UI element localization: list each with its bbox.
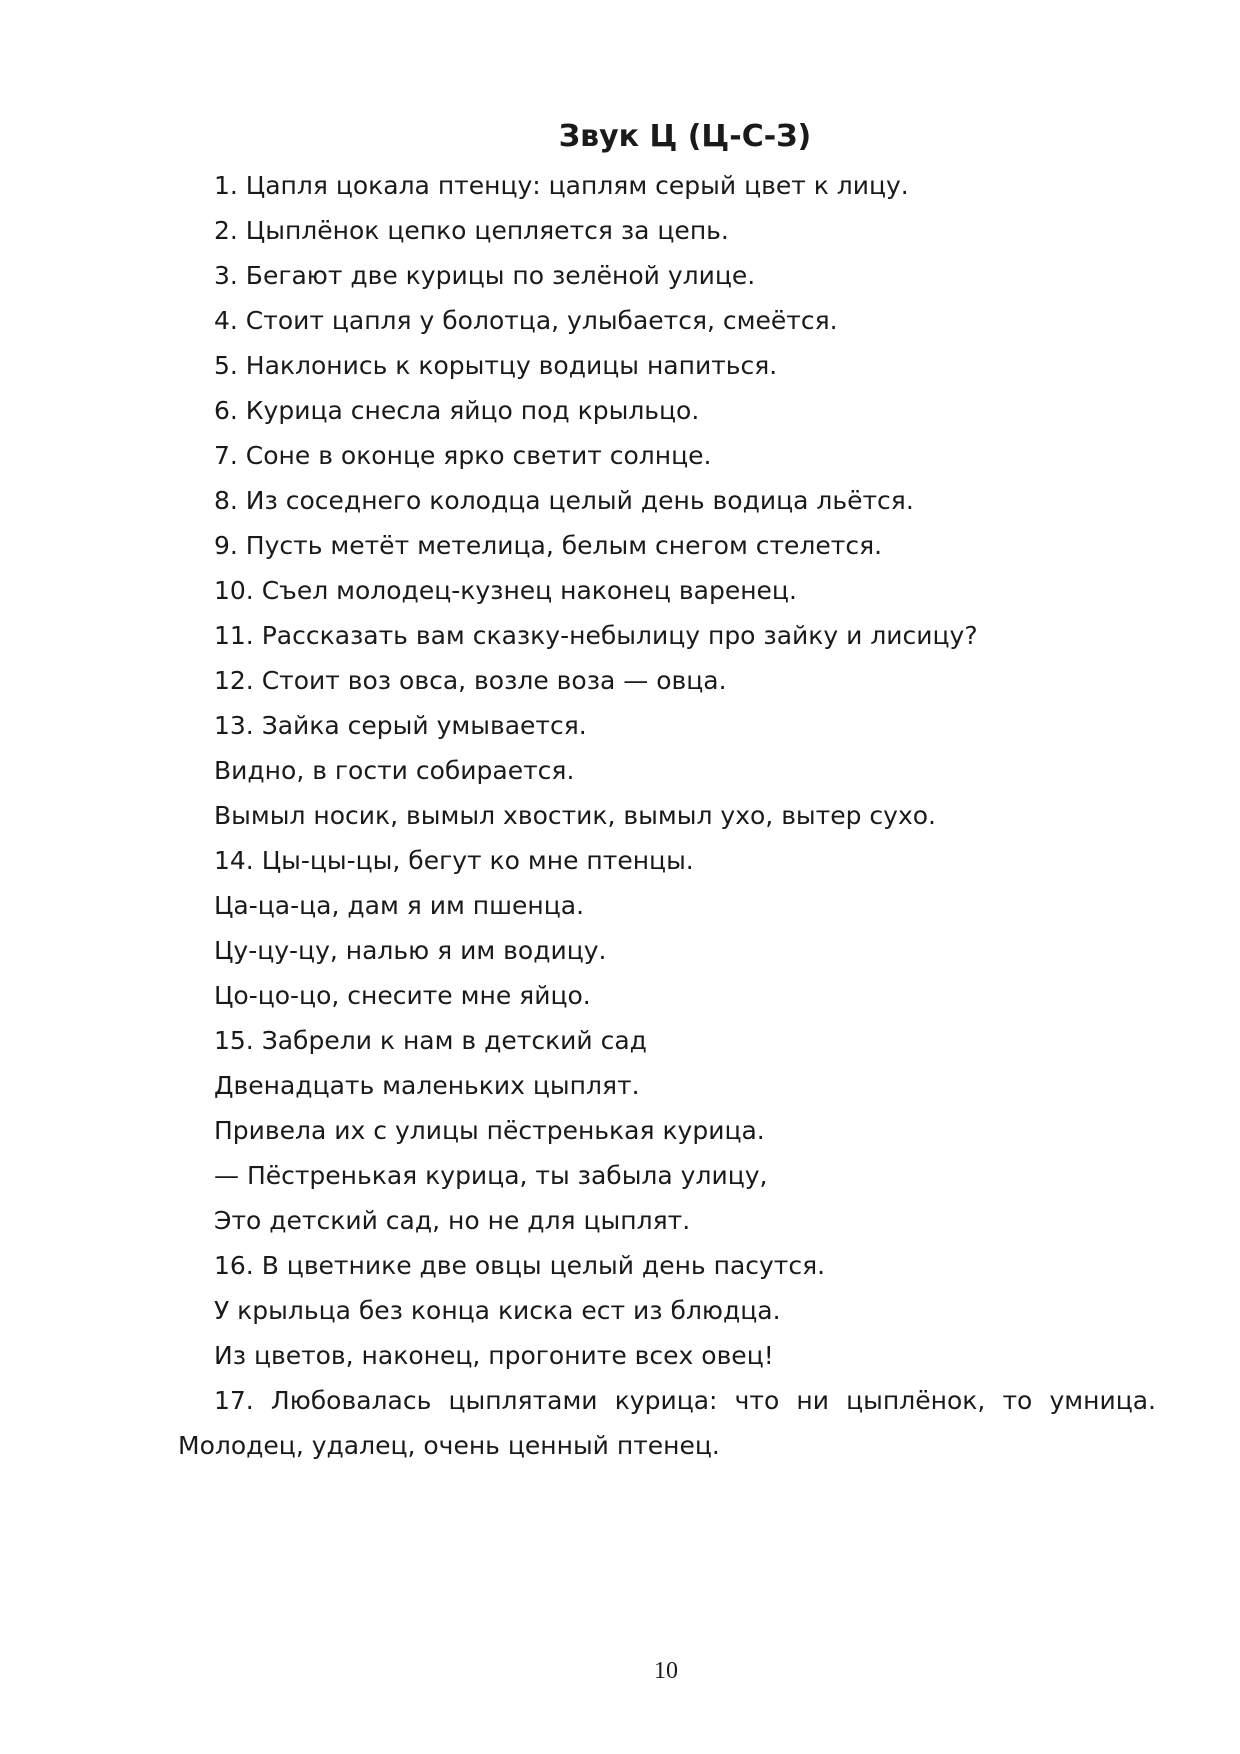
text-line: Цо-цо-цо, снесите мне яйцо.: [214, 981, 591, 1010]
text-line: Цу-цу-цу, налью я им водицу.: [214, 936, 607, 965]
text-line: Видно, в гости собирается.: [214, 756, 575, 785]
text-line: 14. Цы-цы-цы, бегут ко мне птенцы.: [214, 846, 694, 875]
text-line: 11. Рассказать вам сказку-небылицу про зайку и лисицу?: [214, 621, 978, 650]
text-line: 17. Любовалась цыплятами курица: что ни цыплёнок, то умница.: [214, 1386, 1156, 1415]
text-line: Двенадцать маленьких цыплят.: [214, 1071, 640, 1100]
text-line: Ца-ца-ца, дам я им пшенца.: [214, 891, 585, 920]
text-line: Это детский сад, но не для цыплят.: [214, 1206, 691, 1235]
text-line: 9. Пусть метёт метелица, белым снегом стелется.: [214, 531, 883, 560]
text-line: У крыльца без конца киска ест из блюдца.: [214, 1296, 781, 1325]
text-line: Молодец, удалец, очень ценный птенец.: [178, 1431, 720, 1460]
text-line: — Пёстренькая курица, ты забыла улицу,: [214, 1161, 768, 1190]
page-title: Звук Ц (Ц-С-З): [558, 119, 812, 154]
text-line: 3. Бегают две курицы по зелёной улице.: [214, 261, 756, 290]
text-line: 4. Стоит цапля у болотца, улыбается, смеётся.: [214, 306, 838, 335]
text-line: 7. Соне в оконце ярко светит солнце.: [214, 441, 712, 470]
text-line: 6. Курица снесла яйцо под крыльцо.: [214, 396, 700, 425]
text-line: 8. Из соседнего колодца целый день водица льётся.: [214, 486, 914, 515]
text-line: Из цветов, наконец, прогоните всех овец!: [214, 1341, 774, 1370]
text-line: 2. Цыплёнок цепко цепляется за цепь.: [214, 216, 729, 245]
text-line: 13. Зайка серый умывается.: [214, 711, 587, 740]
text-line: 1. Цапля цокала птенцу: цаплям серый цвет к лицу.: [214, 171, 909, 200]
page-number: 10: [654, 1658, 678, 1684]
text-line: 16. В цветнике две овцы целый день пасутся.: [214, 1251, 826, 1280]
text-line: 5. Наклонись к корытцу водицы напиться.: [214, 351, 778, 380]
text-line: 12. Стоит воз овса, возле воза — овца.: [214, 666, 727, 695]
text-line: 15. Забрели к нам в детский сад: [214, 1026, 647, 1055]
text-line: 10. Съел молодец-кузнец наконец варенец.: [214, 576, 797, 605]
text-line: Вымыл носик, вымыл хвостик, вымыл ухо, вытер сухо.: [214, 801, 936, 830]
text-line: Привела их с улицы пёстренькая курица.: [214, 1116, 765, 1145]
